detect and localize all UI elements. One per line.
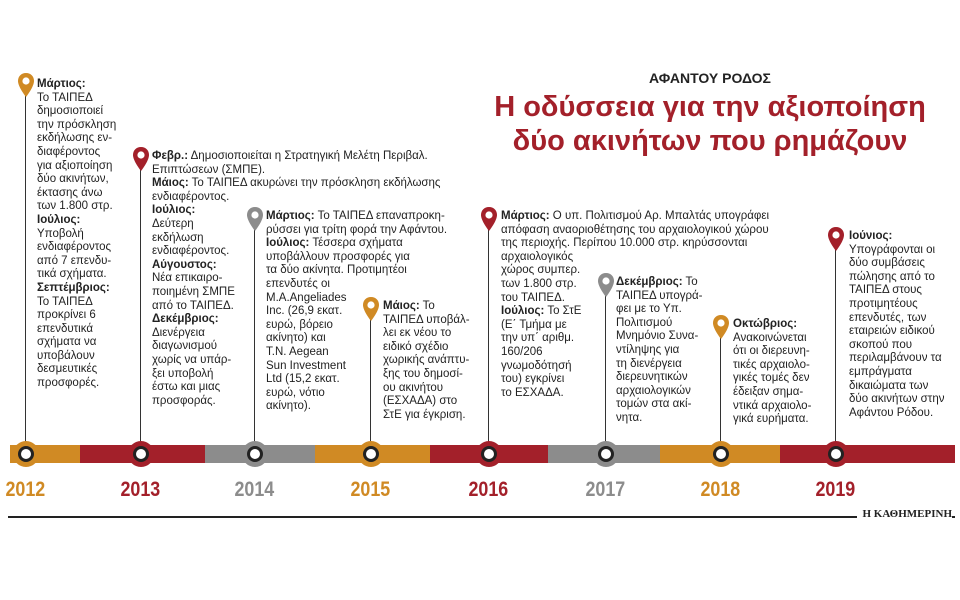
event-line-text: Μνημόνιο Συνα-: [616, 330, 699, 343]
event-line-text: γικές τομές δεν: [733, 372, 810, 385]
page-title: [480, 90, 940, 158]
event-line: [266, 264, 501, 278]
event-line: [37, 268, 132, 282]
event-line-text: απόφαση αναοριοθέτησης του αρχαιολογικού χώρου: [501, 223, 769, 236]
event-line: [733, 400, 828, 414]
event-line-text: Το: [682, 276, 698, 288]
event-line-text: δύο ακινήτων,: [37, 173, 109, 186]
event-line-text: τα δύο ακίνητα. Προτιμητέοι: [266, 264, 407, 277]
event-line-text: ενδιαφέροντος: [37, 241, 112, 254]
event-line-text: εταιρειών ειδικού: [849, 325, 935, 338]
event-line: [383, 314, 483, 328]
year-label-text: 2016: [468, 478, 508, 501]
event-line-text: υποβάλλουν προσφορές για: [266, 250, 410, 263]
event-line-text: Το ΤΑΙΠΕΔ επαναπροκη-: [314, 210, 445, 222]
event-line: [383, 341, 483, 355]
event-line: [616, 358, 711, 372]
event-month: Μάρτιος:: [37, 78, 86, 90]
event-line: [37, 173, 132, 187]
event-line-text: την υπ΄ αριθμ.: [501, 332, 575, 345]
event-line-text: ξει υποβολή: [152, 367, 214, 380]
event-line: [37, 132, 132, 146]
event-line-text: διερευνητικών: [616, 371, 688, 384]
event-line: [733, 332, 828, 346]
event-line-text: ακίνητο).: [266, 400, 311, 413]
event-line-text: ΤΑΙΠΕΔ υπογρά-: [616, 289, 703, 302]
event-month: Μάιος:: [383, 300, 420, 312]
event-line: [849, 325, 954, 339]
year-label-2014: [219, 478, 289, 502]
event-line-text: Το ΤΑΙΠΕΔ: [37, 295, 93, 308]
timeline-dot-2014: [241, 440, 269, 468]
event-line-text: γνωμοδότησή: [501, 359, 572, 372]
year-label-text: 2012: [5, 478, 45, 501]
event-line: [37, 296, 132, 310]
event-line-text: προκρίνει 6: [37, 309, 96, 322]
event-month: Μάρτιος:: [501, 210, 550, 222]
event-line-text: Υποβολή: [37, 227, 84, 240]
event-line: [37, 187, 132, 201]
connector-line-2013: [140, 168, 141, 445]
event-text-2019: [849, 230, 954, 420]
event-month: Μάρτιος:: [266, 210, 315, 222]
event-line-text: Το ΣτΕ: [544, 305, 582, 318]
event-line-text: χωρίς να υπάρ-: [152, 353, 232, 366]
event-line-text: των 1.800 στρ.: [501, 277, 577, 290]
event-line: [37, 200, 132, 214]
event-line-text: (Ε΄ Τμήμα με: [501, 318, 567, 331]
event-line-text: διαφέροντος: [37, 145, 101, 158]
event-line-text: νητα.: [616, 411, 643, 424]
event-line-text: (ΕΣΧΑΔΑ) στο: [383, 395, 458, 408]
year-label-text: 2015: [350, 478, 390, 501]
event-line-text: έδειξαν σημα-: [733, 385, 804, 398]
event-line: [266, 210, 501, 224]
event-line: [849, 257, 954, 271]
event-line: [266, 237, 501, 251]
event-line: [383, 409, 483, 423]
event-line-text: από 7 επενδυ-: [37, 254, 112, 267]
event-line-text: Δεύτερη: [152, 217, 194, 230]
event-month: Σεπτέμβριος:: [37, 281, 110, 294]
event-line-text: υποβάλουν: [37, 349, 95, 362]
event-line-text: χωρικής ανάπτυ-: [383, 354, 470, 367]
event-line: [616, 330, 711, 344]
event-month: Οκτώβριος:: [733, 318, 798, 330]
event-month: Ιούλιος:: [501, 305, 545, 318]
event-line-text: Πολιτισμού: [616, 316, 673, 329]
event-line: [616, 371, 711, 385]
event-line: [152, 164, 472, 178]
event-line-text: Το: [419, 300, 435, 312]
event-line: [616, 385, 711, 399]
title-line-1: Η οδύσσεια για την αξιοποίηση: [494, 91, 926, 123]
event-line-text: εκδήλωση: [152, 231, 204, 244]
event-month: Δεκέμβριος:: [616, 276, 683, 288]
event-line: [383, 368, 483, 382]
event-line-text: ΤΑΙΠΕΔ υποβάλ-: [383, 313, 470, 326]
year-label-text: 2017: [585, 478, 625, 501]
year-label-2018: [685, 478, 755, 502]
event-line-text: φει με το Υπ.: [616, 303, 682, 316]
event-line: [733, 345, 828, 359]
event-text-2012: [37, 78, 132, 391]
event-line-text: ευρώ, βόρειο: [266, 318, 333, 331]
event-line-text: αρχαιολογικών: [616, 384, 691, 397]
timeline-segment-2019: [780, 445, 955, 463]
event-line-text: προσφοράς.: [152, 394, 216, 407]
timeline-dot-2013: [127, 440, 155, 468]
event-line-text: ειδικό σχέδιο: [383, 340, 449, 353]
event-line-text: ου ακινήτου: [383, 381, 444, 394]
event-line-text: ΣτΕ για έγκριση.: [383, 408, 466, 421]
event-line: [849, 298, 954, 312]
event-line-text: σκοπού που: [849, 338, 913, 351]
event-line: [37, 228, 132, 242]
event-line-text: έστω και μιας: [152, 381, 221, 394]
event-line: [849, 339, 954, 353]
event-line: [849, 407, 954, 421]
event-line-text: τικά σχήματα.: [37, 268, 107, 281]
event-line: [849, 352, 954, 366]
year-label-2012: [0, 478, 60, 502]
event-line: [37, 336, 132, 350]
event-line-text: Sun Investment: [266, 359, 346, 372]
event-line-text: ενδιαφέροντος.: [152, 190, 230, 203]
event-line-text: από το ΤΑΙΠΕΔ.: [152, 299, 234, 312]
event-line: [37, 282, 132, 296]
event-line-text: λει εκ νέου το: [383, 327, 452, 340]
year-label-2013: [105, 478, 175, 502]
event-line-text: επενδυτικά: [37, 322, 93, 335]
event-line-text: 160/206: [501, 345, 543, 358]
event-line: [383, 327, 483, 341]
event-line: [733, 359, 828, 373]
event-line-text: Το ΤΑΙΠΕΔ: [37, 91, 93, 104]
event-line: [152, 150, 472, 164]
year-label-text: 2019: [815, 478, 855, 501]
event-month: Ιούλιος:: [152, 204, 196, 217]
event-line: [849, 284, 954, 298]
event-line-text: γικά ευρήματα.: [733, 413, 809, 426]
event-line-text: το ΕΣΧΑΔΑ.: [501, 386, 564, 399]
event-month: Φεβρ.:: [152, 150, 189, 162]
event-line-text: της περιοχής. Περίπου 10.000 στρ. κηρύσσονται: [501, 237, 748, 250]
event-line-text: τη διενέργεια: [616, 357, 682, 370]
event-line: [266, 224, 501, 238]
event-line-text: Τέσσερα σχήματα: [309, 237, 403, 250]
event-line: [616, 290, 711, 304]
event-line-text: Επιπτώσεων (ΣΜΠΕ).: [152, 163, 266, 176]
event-line: [849, 393, 954, 407]
year-label-2017: [570, 478, 640, 502]
event-text-2018: [733, 318, 828, 427]
footer-rule: [8, 516, 955, 518]
event-text-2017: [616, 276, 711, 426]
event-line-text: του ΤΑΙΠΕΔ.: [501, 291, 565, 304]
event-line-text: ότι οι διερευνη-: [733, 345, 810, 358]
event-line: [383, 354, 483, 368]
event-line-text: τικές αρχαιολο-: [733, 358, 810, 371]
event-line: [37, 363, 132, 377]
event-line: [383, 300, 483, 314]
timeline-dot-2015: [357, 440, 385, 468]
event-line-text: Ο υπ. Πολιτισμού Αρ. Μπαλτάς υπογράφει: [549, 210, 770, 222]
event-line: [37, 377, 132, 391]
event-line-text: Αφάντου Ρόδου.: [849, 406, 934, 419]
event-line: [37, 146, 132, 160]
event-line-text: T.N. Aegean: [266, 345, 329, 358]
event-line: [37, 105, 132, 119]
event-line: [152, 191, 472, 205]
timeline-dot-2016: [475, 440, 503, 468]
event-month: Ιούλιος:: [37, 213, 81, 226]
title-line-2: δύο ακινήτων που ρημάζουν: [512, 125, 908, 157]
event-line: [37, 241, 132, 255]
event-line: [37, 323, 132, 337]
event-line-text: ενδιαφέροντος.: [152, 245, 230, 258]
event-line-text: ντικά αρχαιολο-: [733, 399, 812, 412]
event-line: [37, 255, 132, 269]
event-line: [37, 214, 132, 228]
event-line: [733, 413, 828, 427]
event-line-text: Ανακοινώνεται: [733, 331, 807, 344]
event-line: [37, 92, 132, 106]
timeline-dot-2019: [822, 440, 850, 468]
event-line-text: τομών στα ακί-: [616, 398, 692, 411]
event-month: Μάιος:: [152, 177, 189, 190]
event-line-text: ακίνητο) και: [266, 332, 326, 345]
event-line-text: εμπράγματα: [849, 365, 912, 378]
event-line: [383, 382, 483, 396]
event-line-text: δημοσιοποιεί: [37, 105, 104, 118]
event-line: [616, 412, 711, 426]
event-line: [849, 230, 954, 244]
event-line: [733, 318, 828, 332]
event-line: [501, 210, 911, 224]
event-line: [849, 244, 954, 258]
event-line: [616, 344, 711, 358]
year-label-2016: [453, 478, 523, 502]
event-line-text: δεσμευτικές: [37, 363, 98, 376]
event-line-text: δύο συμβάσεις: [849, 257, 925, 270]
event-line-text: σχήματα να: [37, 336, 97, 349]
event-line-text: την πρόσκληση: [37, 118, 117, 131]
event-line-text: των 1.800 στρ.: [37, 200, 113, 213]
kicker: ΑΦΑΝΤΟΥ ΡΟΔΟΣ: [649, 70, 771, 86]
event-line: [266, 278, 501, 292]
event-line: [733, 372, 828, 386]
timeline-dot-2018: [707, 440, 735, 468]
event-line: [37, 160, 132, 174]
event-line-text: για αξιοποίηση: [37, 159, 113, 172]
year-label-text: 2018: [700, 478, 740, 501]
event-line-text: δικαιώματα των: [849, 379, 929, 392]
connector-line-2012: [25, 94, 26, 445]
event-text-2015: [383, 300, 483, 422]
event-line-text: πώλησης από το: [849, 270, 935, 283]
event-line-text: ξης του δημοσί-: [383, 367, 463, 380]
event-line-text: του) εγκρίνει: [501, 373, 565, 386]
event-line-text: M.A.Angeliades: [266, 291, 347, 304]
event-line-text: εκδήλωσης εν-: [37, 132, 113, 145]
event-month: Δεκέμβριος:: [152, 313, 219, 326]
year-label-2015: [335, 478, 405, 502]
event-line-text: Διενέργεια: [152, 326, 205, 339]
event-line-text: επενδυτές, των: [849, 311, 927, 324]
event-line-text: επενδυτές οι: [266, 277, 330, 290]
event-month: Ιούνιος:: [849, 230, 893, 242]
event-line: [266, 251, 501, 265]
event-line: [616, 317, 711, 331]
event-line: [37, 119, 132, 133]
event-line: [849, 366, 954, 380]
event-line: [849, 312, 954, 326]
brand-label: Η ΚΑΘΗΜΕΡΙΝΗ: [857, 508, 953, 520]
event-line-text: ρύσσει για τρίτη φορά την Αφάντου.: [266, 223, 448, 236]
event-line: [37, 350, 132, 364]
map-pin-icon: [132, 146, 150, 172]
event-month: Ιούλιος:: [266, 237, 310, 250]
event-line-text: ευρώ, νότιο: [266, 386, 325, 399]
event-line: [849, 271, 954, 285]
event-line-text: Ltd (15,2 εκατ.: [266, 373, 340, 386]
event-line: [152, 177, 472, 191]
event-month: Αύγουστος:: [152, 258, 217, 271]
year-label-text: 2014: [234, 478, 274, 501]
event-line-text: Νέα επικαιρο-: [152, 272, 223, 285]
event-line-text: χώρος συμπερ.: [501, 264, 581, 277]
timeline-dot-2017: [592, 440, 620, 468]
event-line-text: δύο ακινήτων στην: [849, 393, 945, 406]
event-line: [849, 380, 954, 394]
event-line-text: ντίληψης για: [616, 343, 680, 356]
event-line-text: Δημοσιοποιείται η Στρατηγική Μελέτη Περιβαλ.: [188, 150, 428, 162]
event-line-text: Υπογράφονται οι: [849, 243, 936, 256]
event-line: [37, 309, 132, 323]
event-line: [383, 395, 483, 409]
event-line: [616, 276, 711, 290]
map-pin-icon: [17, 72, 35, 98]
event-line-text: περιλαμβάνουν τα: [849, 352, 942, 365]
event-line-text: Inc. (26,9 εκατ.: [266, 305, 343, 318]
event-line-text: έκτασης άνω: [37, 186, 103, 199]
event-line-text: Το ΤΑΙΠΕΔ ακυρώνει την πρόσκληση εκδήλωσης: [188, 177, 441, 190]
event-line-text: διαγωνισμού: [152, 340, 218, 353]
event-line: [616, 398, 711, 412]
event-line-text: ΤΑΙΠΕΔ στους: [849, 284, 922, 297]
year-label-2019: [800, 478, 870, 502]
event-line: [616, 303, 711, 317]
event-line-text: προσφορές.: [37, 377, 100, 390]
event-line: [733, 386, 828, 400]
timeline-dot-2012: [12, 440, 40, 468]
year-label-text: 2013: [120, 478, 160, 501]
event-line-text: προτιμητέους: [849, 297, 918, 310]
event-line-text: αρχαιολογικός: [501, 250, 574, 263]
event-line-text: ποιημένη ΣΜΠΕ: [152, 285, 235, 298]
event-line: [37, 78, 132, 92]
